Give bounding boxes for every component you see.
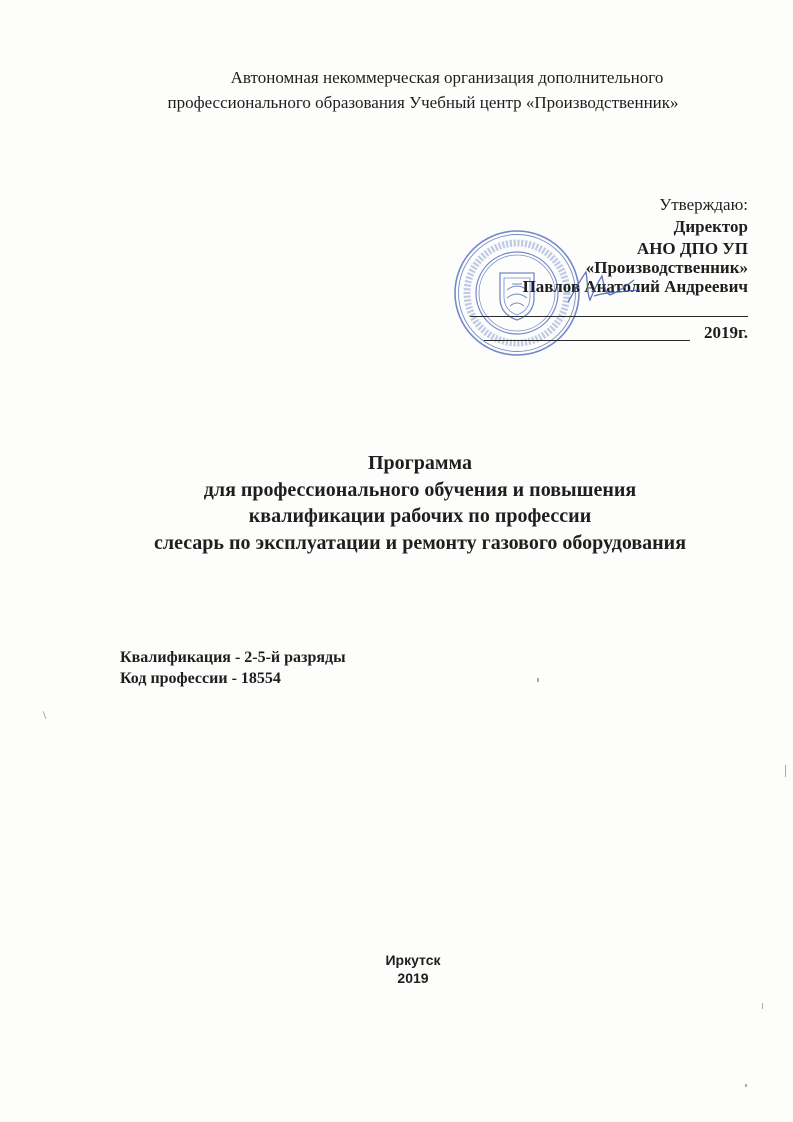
scan-speck (785, 765, 786, 777)
date-line (484, 340, 690, 341)
scan-speck (762, 1003, 763, 1009)
scan-speck (43, 711, 47, 719)
scan-speck (745, 1084, 747, 1087)
approval-organization: АНО ДПО УП (636, 239, 748, 258)
footer-city: Иркутск (385, 952, 441, 968)
org-header-line-1: Автономная некоммерческая организация дополнительного (230, 68, 664, 87)
qualification-line: Квалификация - 2-5-й разряды (120, 649, 346, 666)
signature-line (470, 316, 748, 317)
org-header-line-2: профессионального образования Учебный центр «Производственник» (167, 93, 679, 112)
document-title: Программа (368, 452, 472, 474)
approval-center-name: «Производственник» (585, 258, 748, 277)
document-subtitle-line-1: для профессионального обучения и повышения (203, 479, 637, 501)
scan-speck (537, 678, 539, 682)
approval-position: Директор (673, 217, 748, 236)
director-signature (560, 262, 650, 312)
approval-date: 2019г. (703, 323, 748, 342)
profession-code-line: Код профессии - 18554 (120, 670, 281, 687)
footer-year: 2019 (397, 970, 429, 986)
approval-signatory: Павлов Анатолий Андреевич (522, 277, 748, 296)
approval-label: Утверждаю: (659, 195, 748, 214)
document-subtitle-line-3: слесарь по эксплуатации и ремонту газового оборудования (153, 532, 687, 554)
document-subtitle-line-2: квалификации рабочих по профессии (248, 505, 592, 527)
